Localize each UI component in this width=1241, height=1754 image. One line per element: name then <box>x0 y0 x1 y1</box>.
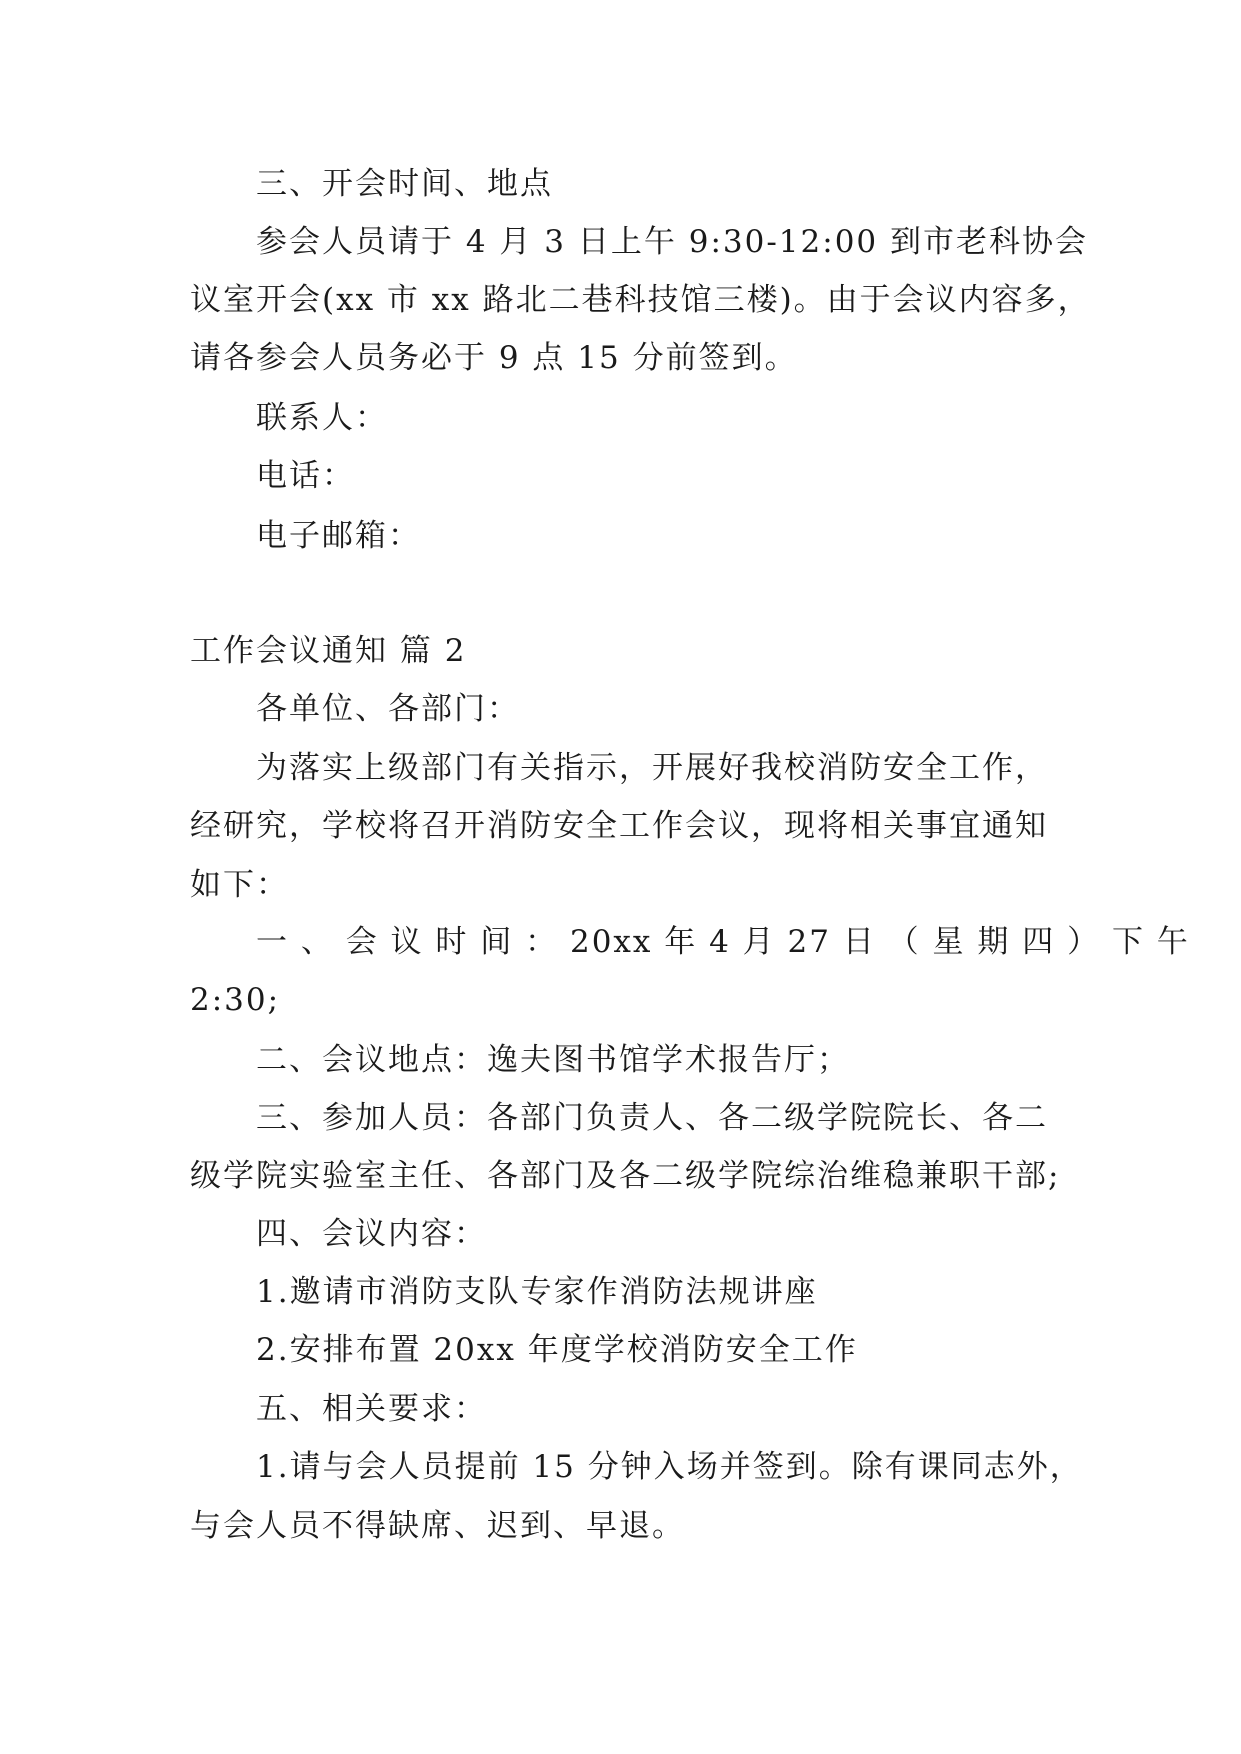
requirement-line: 与会人员不得缺席、迟到、早退。 <box>190 1508 685 1544</box>
meeting-place: 二、会议地点：逸夫图书馆学术报告厅； <box>256 1042 850 1078</box>
content-item: 1.邀请市消防支队专家作消防法规讲座 <box>256 1274 818 1310</box>
meeting-time-line: 2:30; <box>190 982 281 1018</box>
meeting-time-line: 一 、 会 议 时 间 ： 20xx 年 4 月 27 日 （ 星 期 四 ） 下 午 <box>256 924 1190 960</box>
paragraph-line: 经研究，学校将召开消防安全工作会议，现将相关事宜通知 <box>190 808 1048 844</box>
paragraph-line: 参会人员请于 4 月 3 日上午 9:30-12:00 到市老科协会 <box>256 224 1088 260</box>
phone-label: 电话： <box>256 458 355 494</box>
requirement-line: 1.请与会人员提前 15 分钟入场并签到。除有课同志外， <box>256 1449 1083 1485</box>
email-label: 电子邮箱： <box>256 518 421 554</box>
attendees-line: 三、参加人员：各部门负责人、各二级学院院长、各二 <box>256 1100 1048 1136</box>
salutation: 各单位、各部门： <box>256 691 520 727</box>
paragraph-line: 为落实上级部门有关指示，开展好我校消防安全工作， <box>256 750 1048 786</box>
content-heading: 四、会议内容： <box>256 1216 487 1252</box>
contact-person-label: 联系人： <box>256 400 388 436</box>
section-heading-time-place: 三、开会时间、地点 <box>256 166 553 202</box>
notice-title: 工作会议通知 篇 2 <box>190 633 467 669</box>
requirements-heading: 五、相关要求： <box>256 1391 487 1427</box>
content-item: 2.安排布置 20xx 年度学校消防安全工作 <box>256 1332 858 1368</box>
paragraph-line: 议室开会(xx 市 xx 路北二巷科技馆三楼)。由于会议内容多， <box>190 282 1091 318</box>
paragraph-line: 请各参会人员务必于 9 点 15 分前签到。 <box>190 340 798 376</box>
paragraph-line: 如下： <box>190 867 289 903</box>
attendees-line: 级学院实验室主任、各部门及各二级学院综治维稳兼职干部; <box>190 1158 1061 1194</box>
